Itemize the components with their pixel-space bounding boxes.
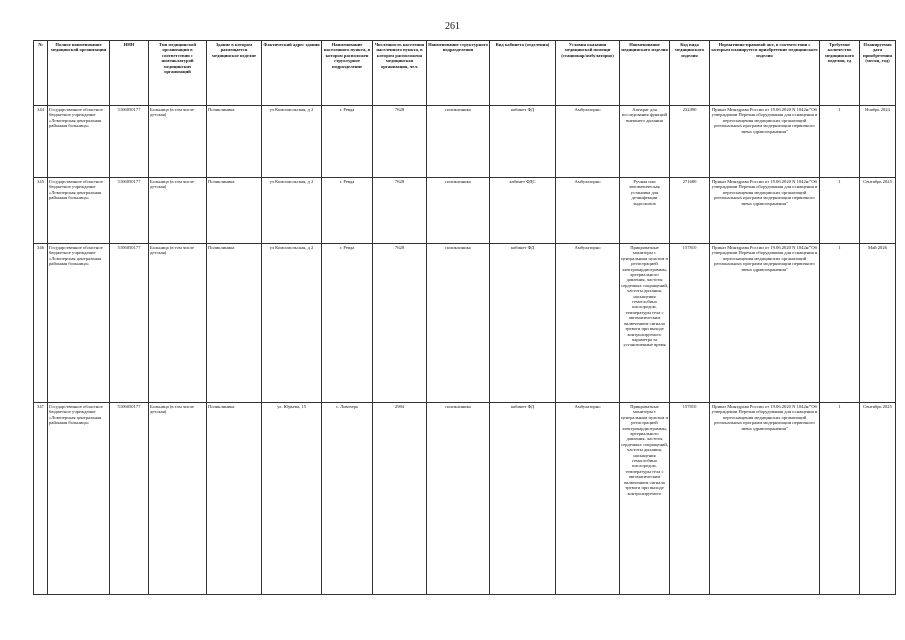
cell-type: Больница (в том числе детская) [149,106,207,178]
cell-building: Поликлиника [207,178,262,244]
cell-device: Ручная или автоматическая установка для дезинфекции эндоскопов [620,178,670,244]
cell-device: Аппарат для исследования функций внешнего дыхания [620,106,670,178]
cell-code: 157810 [670,244,710,403]
page-number: 261 [445,21,460,32]
table-row [34,403,896,595]
cell-conditions: Амбулаторно [556,244,620,403]
header-num: № [34,41,48,106]
cell-division: поликлиника [427,178,490,244]
equipment-table [33,40,896,595]
cell-num: 345 [34,178,48,244]
cell-device: Прикроватные мониторы с центральным пультом и регистрацией электрокардиограммы, артериального давления, частоты сердечных сокращений, частоты дыхания, насыщения гемоглобина кислородом, температуры тела с автоматическим включением сигнала тревоги при выходе контролируемого [620,403,670,595]
cell-cabinet: кабинет ФД [490,244,556,403]
table-row [34,106,896,178]
cell-num: 346 [34,244,48,403]
cell-population: 7628 [373,244,427,403]
header-qty: Требуемое количество медицинского изделия, ед [820,41,860,106]
cell-cabinet: кабинет ФД [490,106,556,178]
cell-org: Государственное областное бюджетное учреждение «Ловозерская центральная районная больница» [48,244,110,403]
cell-act: Приказ Минздрава России от 19.06.2020 N 1042н/"Об утверждении Перечня оборудования для оснащения и переоснащения медицинских организаций региональных программ модернизации первичного звена здравоохранения" [710,244,820,403]
cell-qty: 1 [820,244,860,403]
header-device: Наименование медицинского изделия [620,41,670,106]
cell-org: Государственное областное бюджетное учреждение «Ловозерская центральная районная больница» [48,178,110,244]
cell-type: Больница (в том числе детская) [149,244,207,403]
header-locality: Наименование населенного пункта, в котором расположен структурное подразделение [322,41,373,106]
cell-inn: 5106050177 [110,403,149,595]
cell-conditions: Амбулаторно [556,178,620,244]
cell-org: Государственное областное бюджетное учреждение «Ловозерская центральная районная больница» [48,403,110,595]
header-address: Фактический адрес здания [262,41,322,106]
cell-date: Сентябрь 2025 [860,178,896,244]
cell-inn: 5106050177 [110,178,149,244]
cell-conditions: Амбулаторно [556,403,620,595]
cell-act: Приказ Минздрава России от 19.06.2020 N 1042н/"Об утверждении Перечня оборудования для оснащения и переоснащения медицинских организаций региональных программ модернизации первичного звена здравоохранения" [710,403,820,595]
cell-address: ул Комсомольская, д 2 [262,178,322,244]
header-org: Полное наименование медицинской организации [48,41,110,106]
cell-qty: 1 [820,106,860,178]
header-building: Здание в котором размещается медицинское изделие [207,41,262,106]
cell-locality: г. Ревда [322,178,373,244]
cell-address: ул Комсомольская, д 2 [262,106,322,178]
header-type: Тип медицинской организации в соответствии с номенклатурой медицинских организаций [149,41,207,106]
table-row [34,178,896,244]
cell-code: 271680 [670,178,710,244]
cell-locality: г. Ревда [322,106,373,178]
cell-type: Больница (в том числе детская) [149,178,207,244]
header-act: Нормативно-правовой акт, в соответствии с которым планируется приобретение медицинского изделия [710,41,820,106]
cell-population: 7628 [373,106,427,178]
cell-address: ул Комсомольская, д 2 [262,244,322,403]
cell-code: 157810 [670,403,710,595]
cell-locality: с. Ловозеро [322,403,373,595]
header-date: Планируемая дата приобретения (месяц, год) [860,41,896,106]
cell-conditions: Амбулаторно [556,106,620,178]
cell-division: поликлиника [427,403,490,595]
cell-division: поликлиника [427,244,490,403]
cell-num: 344 [34,106,48,178]
cell-population: 2984 [373,403,427,595]
cell-address: ул. Юрьева, 15 [262,403,322,595]
cell-inn: 5106050177 [110,244,149,403]
header-cabinet: Вид кабинета (отделения) [490,41,556,106]
cell-qty: 1 [820,178,860,244]
header-population: Численность населения населенного пункта, в котором расположена медицинская организация, чел. [373,41,427,106]
cell-inn: 5106050177 [110,106,149,178]
cell-building: Поликлиника [207,403,262,595]
header-division: Наименование структурного подразделения [427,41,490,106]
cell-cabinet: кабинет ФД [490,403,556,595]
cell-date: Ноябрь 2024 [860,106,896,178]
cell-division: поликлиника [427,106,490,178]
cell-qty: 1 [820,403,860,595]
cell-locality: г. Ревда [322,244,373,403]
cell-date: Май 2026 [860,244,896,403]
cell-building: Поликлиника [207,106,262,178]
cell-population: 7628 [373,178,427,244]
table-row [34,244,896,403]
header-code: Код вида медицинского изделия [670,41,710,106]
cell-num: 347 [34,403,48,595]
cell-act: Приказ Минздрава России от 19.06.2020 N 1042н/"Об утверждении Перечня оборудования для оснащения и переоснащения медицинских организаций региональных программ модернизации первичного звена здравоохранения" [710,106,820,178]
cell-building: Поликлиника [207,244,262,403]
cell-date: Сентябрь 2025 [860,403,896,595]
header-conditions: Условия оказания медицинской помощи (стационар/амбулаторно) [556,41,620,106]
cell-cabinet: кабинет ФДС [490,178,556,244]
cell-type: Больница (в том числе детская) [149,403,207,595]
cell-device: Прикроватные мониторы с центральным пультом и регистрацией электрокардиограммы, артериального давления, частоты сердечных сокращений, частоты дыхания, насыщения гемоглобина кислородом, температуры тела с автоматическим включением сигнала тревоги при выходе контролируемого параметра за установленные время [620,244,670,403]
table-header-row [34,41,896,106]
cell-act: Приказ Минздрава России от 19.06.2020 N 1042н/"Об утверждении Перечня оборудования для оснащения и переоснащения медицинских организаций региональных программ модернизации первичного звена здравоохранения" [710,178,820,244]
cell-code: 232490 [670,106,710,178]
cell-org: Государственное областное бюджетное учреждение «Ловозерская центральная районная больница» [48,106,110,178]
header-inn: ИНН [110,41,149,106]
